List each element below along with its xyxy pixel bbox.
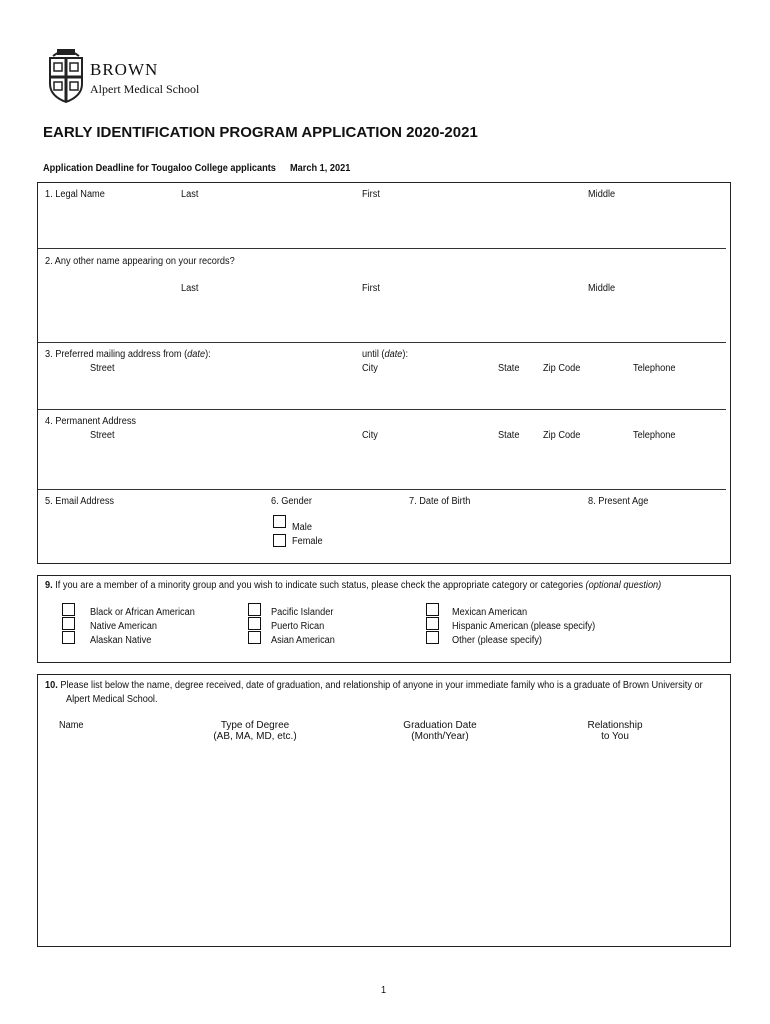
minority-option: Native American [90, 621, 157, 632]
minority-option: Black or African American [90, 607, 195, 618]
col-degree-header: Type of Degree (AB, MA, MD, etc.) [213, 720, 297, 742]
minority-checkbox[interactable] [426, 631, 439, 644]
minority-option: Alaskan Native [90, 635, 152, 646]
other-name-last-label: Last [181, 283, 199, 294]
minority-checkbox[interactable] [62, 603, 75, 616]
legal-name-first-label: First [362, 189, 380, 200]
deadline-label: Application Deadline for Tougaloo College applicants [43, 163, 276, 174]
family-graduates-box [37, 674, 731, 947]
permanent-zip-label: Zip Code [543, 430, 581, 441]
other-name-middle-label: Middle [588, 283, 616, 294]
gender-label: 6. Gender [271, 496, 312, 507]
logo-school-text: Alpert Medical School [90, 82, 200, 96]
minority-option: Other (please specify) [452, 635, 543, 646]
gender-male-checkbox[interactable] [273, 515, 286, 528]
mailing-city-label: City [362, 363, 378, 374]
minority-checkbox[interactable] [426, 603, 439, 616]
shield-icon [47, 46, 85, 104]
logo-brown-text: BROWN [90, 60, 159, 79]
minority-question: 9. If you are a member of a minority group and you wish to indicate such status, please check the appropriate category or categories (optional question) [45, 580, 662, 591]
family-question-line2: Alpert Medical School. [66, 694, 158, 705]
mailing-address-label: 3. Preferred mailing address from (date): [45, 349, 211, 360]
minority-checkbox[interactable] [62, 617, 75, 630]
age-label: 8. Present Age [588, 496, 649, 507]
page-number: 1 [381, 985, 387, 996]
mailing-telephone-label: Telephone [633, 363, 676, 374]
minority-option: Asian American [271, 635, 335, 646]
deadline-date: March 1, 2021 [290, 163, 351, 174]
minority-checkbox[interactable] [426, 617, 439, 630]
other-name-first-label: First [362, 283, 380, 294]
gender-female-label: Female [292, 536, 323, 547]
divider [38, 342, 726, 343]
legal-name-middle-label: Middle [588, 189, 616, 200]
col-name-header: Name [59, 720, 84, 731]
col-relationship-header: Relationship to You [587, 720, 643, 742]
minority-checkbox[interactable] [248, 631, 261, 644]
dob-label: 7. Date of Birth [409, 496, 471, 507]
permanent-city-label: City [362, 430, 378, 441]
minority-option: Mexican American [452, 607, 528, 618]
mailing-until-label: until (date): [362, 349, 409, 360]
minority-checkbox[interactable] [62, 631, 75, 644]
minority-option: Puerto Rican [271, 621, 325, 632]
permanent-street-label: Street [90, 430, 115, 441]
mailing-street-label: Street [90, 363, 115, 374]
permanent-state-label: State [498, 430, 520, 441]
col-date-header: Graduation Date (Month/Year) [403, 720, 477, 742]
minority-checkbox[interactable] [248, 603, 261, 616]
divider [38, 248, 726, 249]
mailing-zip-label: Zip Code [543, 363, 581, 374]
divider [38, 409, 726, 410]
page-title: EARLY IDENTIFICATION PROGRAM APPLICATION 2020-2021 [43, 124, 478, 141]
email-label: 5. Email Address [45, 496, 115, 507]
minority-checkbox[interactable] [248, 617, 261, 630]
brown-logo [47, 46, 207, 104]
minority-option: Pacific Islander [271, 607, 334, 618]
permanent-address-label: 4. Permanent Address [45, 416, 137, 427]
other-name-label: 2. Any other name appearing on your records? [45, 256, 235, 267]
gender-female-checkbox[interactable] [273, 534, 286, 547]
legal-name-label: 1. Legal Name [45, 189, 105, 200]
mailing-state-label: State [498, 363, 520, 374]
minority-option: Hispanic American (please specify) [452, 621, 596, 632]
family-question-line1: 10. Please list below the name, degree received, date of graduation, and relationship of anyone in your immediate family who is a graduate of Brown University or [45, 680, 703, 691]
permanent-telephone-label: Telephone [633, 430, 676, 441]
gender-male-label: Male [292, 522, 312, 533]
divider [38, 489, 726, 490]
legal-name-last-label: Last [181, 189, 199, 200]
